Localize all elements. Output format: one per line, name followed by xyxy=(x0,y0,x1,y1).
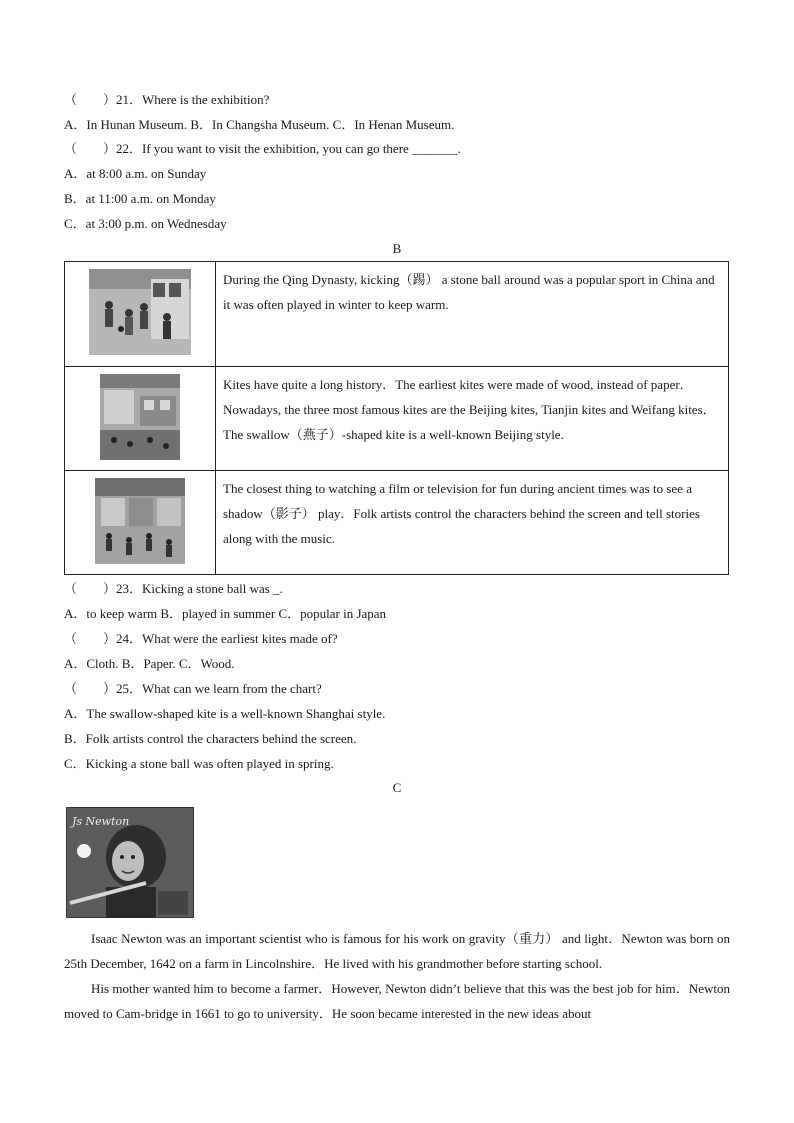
question-22-option-a: A．at 8:00 a.m. on Sunday xyxy=(64,166,207,181)
section-c-heading: C xyxy=(392,780,402,795)
shadow-play-description: The closest thing to watching a film or television for fun during ancient times was to see a shadow（影子） play．Folk artists control the characters behind the screen and tell stories along with the music. xyxy=(216,471,729,575)
kicking-ball-painting-icon xyxy=(89,269,191,355)
kites-description: Kites have quite a long history．The earliest kites were made of wood, instead of paper．Nowadays, the three most famous kites are the Beijing kites, Tianjin kites and Weifang kites．The swallow（燕子）-shaped kite is a well-known Beijing style. xyxy=(216,367,729,471)
question-25-option-c: C．Kicking a stone ball was often played in spring. xyxy=(64,756,334,771)
portrait-signature: Js Newton xyxy=(72,815,130,828)
question-25-option-b: B．Folk artists control the characters behind the screen. xyxy=(64,731,357,746)
question-21: （ ）21．Where is the exhibition? xyxy=(64,92,270,107)
question-21-options: A．In Hunan Museum. B．In Changsha Museum. C．In Henan Museum. xyxy=(64,117,455,132)
table-image-cell xyxy=(65,367,216,471)
question-23-options: A．to keep warm B．played in summer C．popular in Japan xyxy=(64,606,387,621)
kite-street-painting-icon xyxy=(100,374,180,460)
kicking-ball-description: During the Qing Dynasty, kicking（踢） a stone ball around was a popular sport in China and it was often played in winter to keep warm. xyxy=(216,262,729,367)
table-image-cell xyxy=(65,262,216,367)
table-row xyxy=(65,471,729,575)
newton-paragraph-1: Isaac Newton was an important scientist who is famous for his work on gravity（重力） and light．Newton was born on 25th December, 1642 on a farm in Lincolnshire．He lived with his grandmother before starting school. xyxy=(64,931,730,971)
shadow-play-painting-icon xyxy=(95,478,185,564)
newton-paragraph-2: His mother wanted him to become a farmer．However, Newton didn’t believe that this was the best job for him．Newton moved to Cam-bridge in 1661 to go to university．He soon became interested in the new ideas about xyxy=(64,981,730,1021)
table-image-cell xyxy=(65,471,216,575)
table-row xyxy=(65,262,729,367)
question-24: （ ）24．What were the earliest kites made of? xyxy=(64,631,338,646)
question-22-option-b: B．at 11:00 a.m. on Monday xyxy=(64,191,216,206)
question-22-option-c: C．at 3:00 p.m. on Wednesday xyxy=(64,216,227,231)
question-25-option-a: A．The swallow-shaped kite is a well-known Shanghai style. xyxy=(64,706,386,721)
section-b-heading: B xyxy=(392,241,402,256)
table-row xyxy=(65,367,729,471)
newton-portrait-icon xyxy=(66,807,194,918)
question-25: （ ）25．What can we learn from the chart? xyxy=(64,681,322,696)
question-23: （ ）23．Kicking a stone ball was _. xyxy=(64,581,283,596)
question-24-options: A．Cloth. B．Paper. C．Wood. xyxy=(64,656,235,671)
question-22: （ ）22．If you want to visit the exhibition, you can go there _______. xyxy=(64,141,461,156)
folk-activities-table xyxy=(64,261,729,575)
